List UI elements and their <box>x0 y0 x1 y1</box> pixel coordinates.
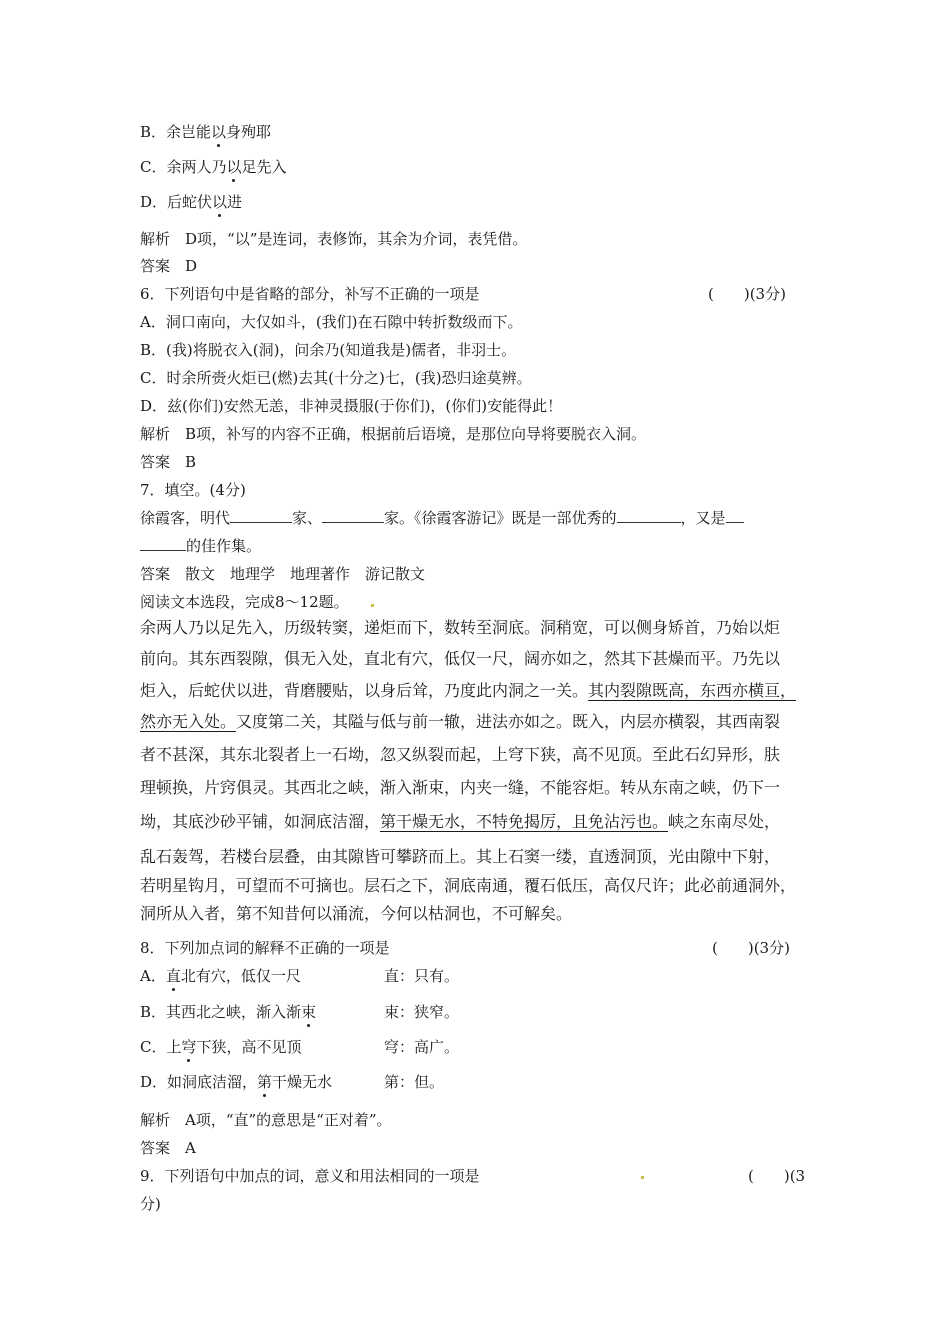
option-text: 下狭，高不见顶 <box>196 1038 302 1056</box>
passage-line: 前向。其东西裂隙，俱无入处，直北有穴，低仅一尺，阔亦如之，然其下甚燥而平。乃先以 <box>140 649 781 668</box>
passage-line: 余两人乃以足先入，历级转窦，递炬而下，数转至洞底。洞稍宽，可以侧身矫首，乃始以炬 <box>140 618 781 637</box>
dotted-word: 以 <box>226 158 242 176</box>
q7-stem: 7．填空。(4分) <box>140 481 246 499</box>
q6-option-d: D．兹(你们)安然无恙，非神灵摄服(于你们)，(你们)安能得此！ <box>140 397 563 415</box>
passage-text: 坳，其底沙砂平铺，如洞底洁溜， <box>140 812 381 831</box>
fill-text: 的佳作集。 <box>186 537 262 555</box>
speck-mark <box>371 604 374 607</box>
underlined-sentence: 第干燥无水，不特免揭厉，且免沾污也。 <box>380 812 669 831</box>
q7-fill-line-1 <box>140 508 744 528</box>
option-text: B．其西北之峡，渐入渐 <box>140 1003 302 1021</box>
q8-stem: 8．下列加点词的解释不正确的一项是 <box>140 939 390 957</box>
q8-option-c <box>140 1037 302 1057</box>
option-text: 足先入 <box>241 158 287 176</box>
q6-option-c: C．时余所赍火炬已(燃)去其(十分之)七，(我)恐归途莫辨。 <box>140 369 532 387</box>
q8-gloss-b: 束：狭窄。 <box>384 1003 460 1021</box>
q8-analysis: 解析 A项，“直”的意思是“正对着”。 <box>140 1111 392 1129</box>
fill-blank[interactable] <box>230 508 292 523</box>
q9-stem: 9．下列语句中加点的词，意义和用法相同的一项是 <box>140 1167 480 1185</box>
passage-line <box>140 680 796 702</box>
q8-option-d <box>140 1072 332 1092</box>
q7-answer: 答案 散文 地理学 地理著作 游记散文 <box>140 565 426 583</box>
dotted-word: 以 <box>211 123 227 141</box>
fill-text: ，又是 <box>680 509 726 527</box>
q9-answer-paren: ( )(3 <box>748 1167 806 1185</box>
dotted-word: 穹 <box>181 1038 197 1056</box>
q8-gloss-c: 穹：高广。 <box>384 1038 460 1056</box>
q5-answer: 答案 D <box>140 257 198 275</box>
passage-line: 洞所从入者，第不知昔何以涌流，今何以枯洞也，不可解矣。 <box>140 904 573 923</box>
passage-line: 者不甚深，其东北裂者上一石坳，忽又纵裂而起，上穹下狭，高不见顶。至此石幻异形，肤 <box>140 745 781 764</box>
option-text: 干燥无水 <box>272 1073 333 1091</box>
dotted-word: 第 <box>257 1073 273 1091</box>
option-text: 身殉耶 <box>226 123 272 141</box>
underlined-sentence: 其内裂隙既高，东西亦横亘， <box>588 681 797 700</box>
fill-blank[interactable] <box>140 536 186 551</box>
q8-option-b <box>140 1002 316 1022</box>
q8-gloss-a: 直：只有。 <box>384 967 460 985</box>
q6-stem: 6．下列语句中是省略的部分，补写不正确的一项是 <box>140 285 480 303</box>
option-text: B．余岂能 <box>140 123 212 141</box>
q8-answer-paren: ( )(3分) <box>712 939 790 957</box>
fill-blank[interactable] <box>617 508 681 523</box>
fill-text: 家、 <box>292 509 323 527</box>
fill-text: 徐霞客，明代 <box>140 509 231 527</box>
q5-option-b <box>140 122 271 142</box>
option-text: C．上 <box>140 1038 182 1056</box>
option-text: D．如洞底洁溜， <box>140 1073 258 1091</box>
fill-blank[interactable] <box>726 508 744 523</box>
option-text: 北有穴，低仅一尺 <box>180 967 301 985</box>
fill-text: 家。《徐霞客游记》既是一部优秀的 <box>384 509 617 527</box>
passage-text: 又度第二关，其隘与低与前一辙，进法亦如之。既入，内层亦横裂，其西南裂 <box>236 712 781 731</box>
q5-option-d <box>140 192 242 212</box>
passage-line <box>140 711 780 733</box>
q5-analysis: 解析 D项，“以”是连词，表修饰，其余为介词，表凭借。 <box>140 230 528 248</box>
dotted-word: 直 <box>165 967 181 985</box>
passage-text: 峡之东南尽处， <box>668 812 781 831</box>
option-text: 进 <box>227 193 243 211</box>
q8-option-a <box>140 966 301 986</box>
q6-answer-paren: ( )(3分) <box>708 285 786 303</box>
q6-analysis: 解析 B项，补写的内容不正确，根据前后语境，是那位向导将要脱衣入洞。 <box>140 425 647 443</box>
q6-answer: 答案 B <box>140 453 197 471</box>
q7-fill-line-2 <box>140 536 261 556</box>
fill-blank[interactable] <box>322 508 384 523</box>
passage-line: 乱石轰驾，若楼台层叠，由其隙皆可攀跻而上。其上石窦一缕，直透洞顶，光由隙中下射， <box>140 847 781 866</box>
passage-line: 理顿换，片窍俱灵。其西北之峡，渐入渐束，内夹一缝，不能容炬。转从东南之峡，仍下一 <box>140 778 781 797</box>
speck-mark <box>641 1176 644 1179</box>
q5-option-c <box>140 157 287 177</box>
q6-option-a: A．洞口南向，大仅如斗，(我们)在石隙中转折数级而下。 <box>140 313 523 331</box>
option-text: C．余两人乃 <box>140 158 227 176</box>
dotted-word: 以 <box>212 193 228 211</box>
underlined-sentence: 然亦无入处。 <box>140 712 237 731</box>
passage-line: 若明星钩月，可望而不可摘也。层石之下，洞底南通，覆石低压，高仅尺许；此必前通洞外， <box>140 876 797 895</box>
dotted-word: 束 <box>301 1003 317 1021</box>
option-text: D．后蛇伏 <box>140 193 213 211</box>
passage-line <box>140 811 780 833</box>
q9-stem-continued: 分) <box>140 1195 161 1213</box>
q8-answer: 答案 A <box>140 1139 196 1157</box>
q6-option-b: B．(我)将脱衣入(洞)，问余乃(知道我是)儒者，非羽士。 <box>140 341 517 359</box>
reading-instruction: 阅读文本选段，完成8～12题。 <box>140 593 349 611</box>
passage-text: 炬入，后蛇伏以进，背磨腰贴，以身后耸，乃度此内洞之一关。 <box>140 681 589 700</box>
option-text: A． <box>140 967 166 985</box>
q8-gloss-d: 第：但。 <box>384 1073 445 1091</box>
